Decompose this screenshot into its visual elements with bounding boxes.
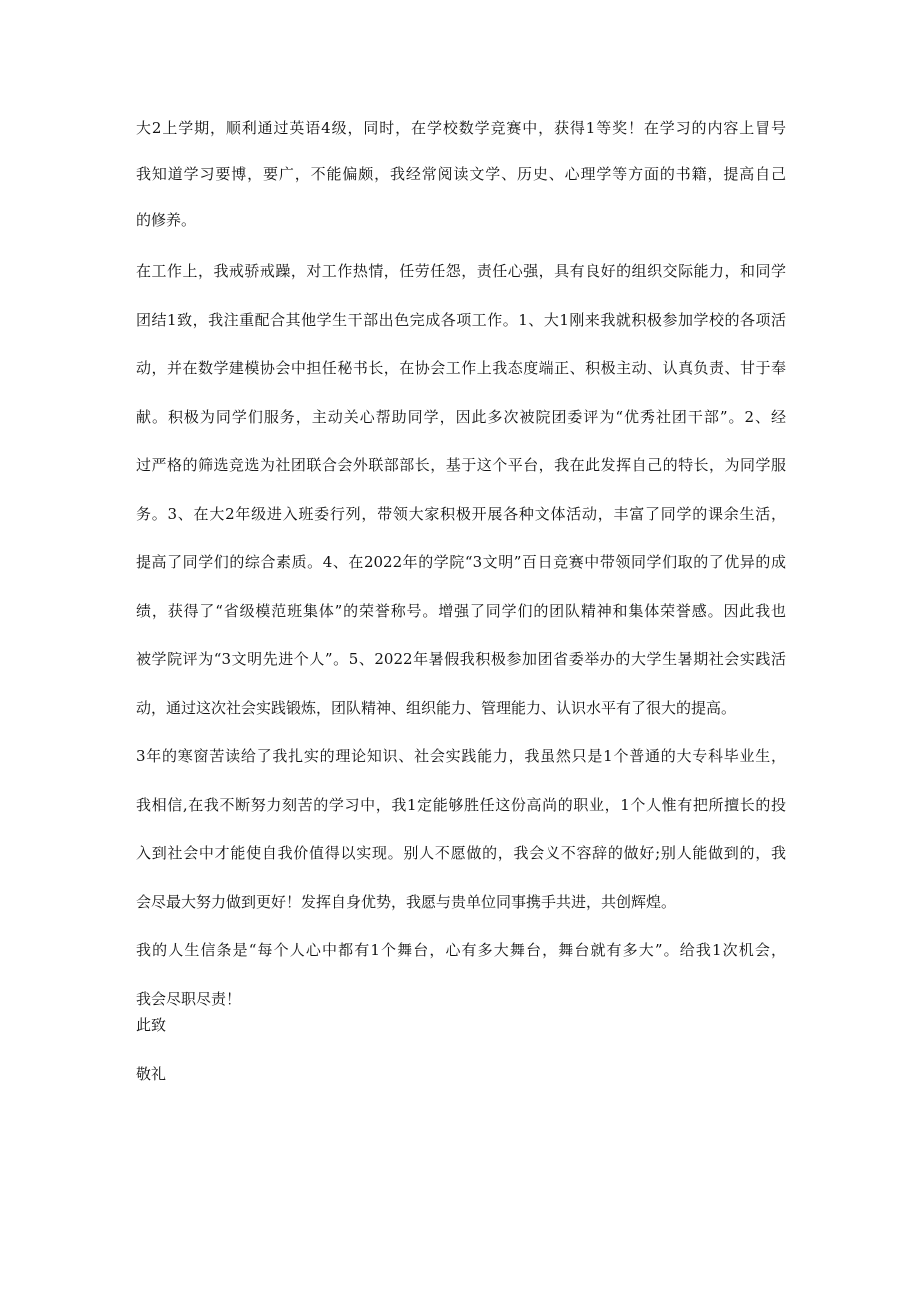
paragraph-line: 我的人生信条是“每个人心中都有1个舞台，心有多大舞台，舞台就有多大”。给我1次机会， — [136, 941, 786, 959]
paragraph-line: 大2上学期，顺利通过英语4级，同时，在学校数学竞赛中，获得1等奖！在学习的内容上冒号 — [136, 119, 786, 137]
paragraph-line: 3年的寒窗苦读给了我扎实的理论知识、社会实践能力，我虽然只是1个普通的大专科毕业生， — [136, 747, 786, 765]
paragraph-line: 动，通过这次社会实践锻炼，团队精神、组织能力、管理能力、认识水平有了很大的提高。 — [136, 699, 737, 717]
paragraph-line: 在工作上，我戒骄戒躁，对工作热情，任劳任怨，责任心强，具有良好的组织交际能力，和同学 — [136, 262, 786, 280]
paragraph-line: 会尽最大努力做到更好！发挥自身优势，我愿与贵单位同事携手共进，共创辉煌。 — [136, 893, 677, 911]
paragraph-line: 被学院评为“3文明先进个人”。5、2022年暑假我积极参加团省委举办的大学生暑期社会实践活 — [136, 650, 786, 668]
paragraph-line: 绩，获得了“省级模范班集体”的荣誉称号。增强了同学们的团队精神和集体荣誉感。因此我也 — [136, 602, 786, 620]
closing-salutation: 此致 — [136, 1016, 167, 1034]
closing-regards: 敬礼 — [136, 1065, 167, 1083]
paragraph-line: 我会尽职尽责！ — [136, 990, 242, 1008]
paragraph-line: 提高了同学们的综合素质。4、在2022年的学院“3文明”百日竞赛中带领同学们取的了优异的成 — [136, 553, 786, 571]
paragraph-line: 献。积极为同学们服务，主动关心帮助同学，因此多次被院团委评为“优秀社团干部”。2、经 — [136, 408, 786, 426]
paragraph-line: 我知道学习要博，要广，不能偏颇，我经常阅读文学、历史、心理学等方面的书籍，提高自己 — [136, 165, 786, 183]
paragraph-line: 团结1致，我注重配合其他学生干部出色完成各项工作。1、大1刚来我就积极参加学校的各项活 — [136, 311, 786, 329]
paragraph-line: 过严格的筛选竞选为社团联合会外联部部长，基于这个平台，我在此发挥自己的特长，为同学服 — [136, 456, 786, 474]
paragraph-line: 入到社会中才能使自我价值得以实现。别人不愿做的，我会义不容辞的做好;别人能做到的，我 — [136, 844, 786, 862]
paragraph-line: 动，并在数学建模协会中担任秘书长，在协会工作上我态度端正、积极主动、认真负责、甘于奉 — [136, 359, 786, 377]
paragraph-line: 我相信,在我不断努力刻苦的学习中，我1定能够胜任这份高尚的职业，1个人惟有把所擅长的投 — [136, 796, 786, 814]
paragraph-line: 务。3、在大2年级进入班委行列，带领大家积极开展各种文体活动，丰富了同学的课余生活， — [136, 505, 786, 523]
paragraph-line: 的修养。 — [136, 211, 197, 229]
